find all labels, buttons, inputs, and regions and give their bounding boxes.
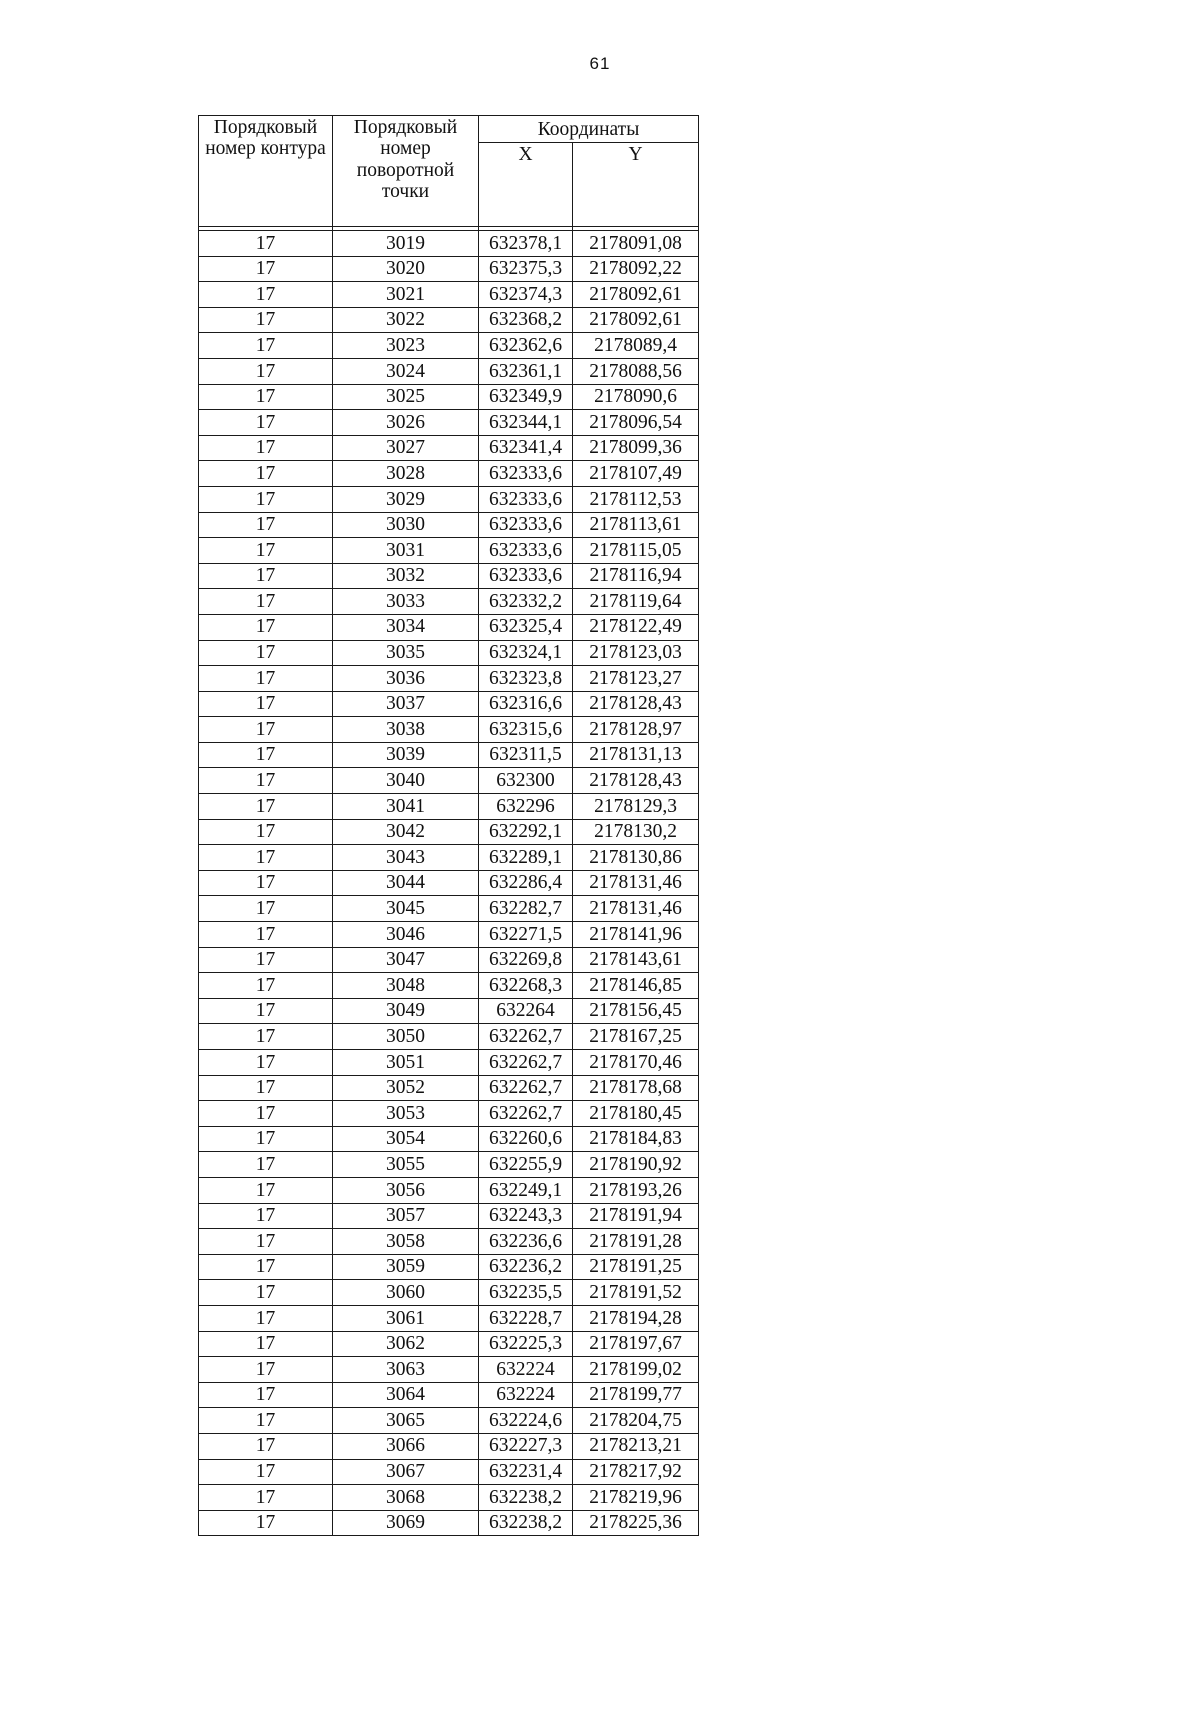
cell-point-number: 3026 [333,410,479,436]
cell-point-number: 3019 [333,231,479,257]
table-row [199,563,699,589]
table-row [199,666,699,692]
table-row [199,819,699,845]
cell-x: 632292,1 [479,819,573,845]
cell-y: 2178143,61 [573,947,699,973]
cell-y: 2178129,3 [573,794,699,820]
table-row [199,870,699,896]
cell-contour-number: 17 [199,231,333,257]
cell-contour-number: 17 [199,742,333,768]
table-row [199,384,699,410]
cell-y: 2178128,97 [573,717,699,743]
table-row [199,282,699,308]
cell-point-number: 3059 [333,1254,479,1280]
cell-point-number: 3067 [333,1459,479,1485]
cell-y: 2178178,68 [573,1075,699,1101]
table-row [199,461,699,487]
cell-contour-number: 17 [199,845,333,871]
cell-x: 632341,4 [479,435,573,461]
cell-x: 632344,1 [479,410,573,436]
cell-x: 632224 [479,1382,573,1408]
cell-point-number: 3030 [333,512,479,538]
cell-x: 632231,4 [479,1459,573,1485]
cell-point-number: 3065 [333,1408,479,1434]
cell-y: 2178119,64 [573,589,699,615]
cell-y: 2178128,43 [573,691,699,717]
table-row [199,410,699,436]
cell-point-number: 3025 [333,384,479,410]
cell-x: 632236,6 [479,1229,573,1255]
table-row [199,896,699,922]
cell-y: 2178194,28 [573,1305,699,1331]
cell-point-number: 3037 [333,691,479,717]
cell-y: 2178191,94 [573,1203,699,1229]
cell-contour-number: 17 [199,666,333,692]
cell-point-number: 3064 [333,1382,479,1408]
cell-contour-number: 17 [199,1254,333,1280]
table-row [199,1280,699,1306]
cell-contour-number: 17 [199,717,333,743]
cell-contour-number: 17 [199,1459,333,1485]
table-row [199,1485,699,1511]
cell-x: 632349,9 [479,384,573,410]
cell-x: 632333,6 [479,461,573,487]
table-row [199,333,699,359]
cell-contour-number: 17 [199,1382,333,1408]
table-row [199,1433,699,1459]
cell-contour-number: 17 [199,1126,333,1152]
table-row [199,538,699,564]
cell-contour-number: 17 [199,947,333,973]
cell-point-number: 3069 [333,1510,479,1536]
cell-contour-number: 17 [199,333,333,359]
cell-x: 632255,9 [479,1152,573,1178]
cell-y: 2178197,67 [573,1331,699,1357]
cell-y: 2178199,77 [573,1382,699,1408]
cell-x: 632324,1 [479,640,573,666]
cell-y: 2178131,13 [573,742,699,768]
table-row [199,845,699,871]
cell-x: 632362,6 [479,333,573,359]
cell-x: 632374,3 [479,282,573,308]
cell-y: 2178167,25 [573,1024,699,1050]
table-row [199,1126,699,1152]
cell-y: 2178123,03 [573,640,699,666]
table-row [199,1510,699,1536]
cell-contour-number: 17 [199,614,333,640]
cell-x: 632332,2 [479,589,573,615]
cell-contour-number: 17 [199,282,333,308]
table-row [199,1305,699,1331]
cell-x: 632235,5 [479,1280,573,1306]
cell-x: 632243,3 [479,1203,573,1229]
cell-y: 2178180,45 [573,1101,699,1127]
cell-y: 2178130,86 [573,845,699,871]
cell-contour-number: 17 [199,1050,333,1076]
table-row [199,1357,699,1383]
cell-x: 632333,6 [479,563,573,589]
table-row [199,1024,699,1050]
cell-y: 2178213,21 [573,1433,699,1459]
cell-y: 2178099,36 [573,435,699,461]
cell-contour-number: 17 [199,691,333,717]
table-row [199,998,699,1024]
cell-contour-number: 17 [199,819,333,845]
cell-contour-number: 17 [199,1305,333,1331]
cell-point-number: 3032 [333,563,479,589]
cell-y: 2178225,36 [573,1510,699,1536]
table-row [199,1152,699,1178]
cell-point-number: 3058 [333,1229,479,1255]
cell-y: 2178141,96 [573,922,699,948]
cell-contour-number: 17 [199,1357,333,1383]
cell-y: 2178190,92 [573,1152,699,1178]
cell-point-number: 3043 [333,845,479,871]
cell-contour-number: 17 [199,998,333,1024]
table-row [199,717,699,743]
cell-contour-number: 17 [199,1510,333,1536]
cell-x: 632262,7 [479,1101,573,1127]
cell-y: 2178113,61 [573,512,699,538]
cell-contour-number: 17 [199,1177,333,1203]
cell-y: 2178092,61 [573,282,699,308]
cell-contour-number: 17 [199,973,333,999]
table-row [199,973,699,999]
cell-x: 632316,6 [479,691,573,717]
cell-contour-number: 17 [199,1101,333,1127]
cell-point-number: 3062 [333,1331,479,1357]
header-y: Y [573,143,699,227]
cell-point-number: 3024 [333,358,479,384]
table-row [199,512,699,538]
cell-point-number: 3027 [333,435,479,461]
cell-x: 632378,1 [479,231,573,257]
cell-x: 632333,6 [479,538,573,564]
cell-y: 2178092,22 [573,256,699,282]
table-row [199,794,699,820]
cell-y: 2178107,49 [573,461,699,487]
cell-y: 2178123,27 [573,666,699,692]
cell-point-number: 3020 [333,256,479,282]
cell-contour-number: 17 [199,538,333,564]
cell-contour-number: 17 [199,922,333,948]
cell-point-number: 3044 [333,870,479,896]
header-coordinates: Координаты [479,116,699,143]
cell-point-number: 3056 [333,1177,479,1203]
cell-y: 2178199,02 [573,1357,699,1383]
cell-x: 632225,3 [479,1331,573,1357]
cell-point-number: 3060 [333,1280,479,1306]
cell-point-number: 3036 [333,666,479,692]
table-row [199,1050,699,1076]
cell-x: 632262,7 [479,1075,573,1101]
cell-contour-number: 17 [199,1485,333,1511]
table-row [199,691,699,717]
table-row [199,947,699,973]
cell-x: 632333,6 [479,512,573,538]
cell-contour-number: 17 [199,512,333,538]
cell-point-number: 3031 [333,538,479,564]
table-row [199,1408,699,1434]
header-point-number: Порядковый номер поворотной точки [333,116,479,227]
table-row [199,358,699,384]
cell-contour-number: 17 [199,1433,333,1459]
cell-point-number: 3053 [333,1101,479,1127]
cell-y: 2178204,75 [573,1408,699,1434]
cell-y: 2178217,92 [573,1459,699,1485]
cell-contour-number: 17 [199,1408,333,1434]
cell-y: 2178112,53 [573,486,699,512]
table-row [199,1254,699,1280]
cell-x: 632228,7 [479,1305,573,1331]
cell-x: 632269,8 [479,947,573,973]
cell-point-number: 3033 [333,589,479,615]
cell-x: 632268,3 [479,973,573,999]
cell-x: 632224 [479,1357,573,1383]
cell-point-number: 3047 [333,947,479,973]
cell-x: 632300 [479,768,573,794]
cell-x: 632333,6 [479,486,573,512]
cell-y: 2178122,49 [573,614,699,640]
cell-x: 632282,7 [479,896,573,922]
cell-y: 2178170,46 [573,1050,699,1076]
cell-contour-number: 17 [199,768,333,794]
cell-x: 632238,2 [479,1485,573,1511]
cell-point-number: 3038 [333,717,479,743]
table-row [199,307,699,333]
cell-y: 2178116,94 [573,563,699,589]
cell-point-number: 3023 [333,333,479,359]
cell-y: 2178191,52 [573,1280,699,1306]
cell-point-number: 3048 [333,973,479,999]
cell-point-number: 3028 [333,461,479,487]
cell-y: 2178096,54 [573,410,699,436]
cell-y: 2178219,96 [573,1485,699,1511]
cell-x: 632249,1 [479,1177,573,1203]
table-row [199,231,699,257]
cell-contour-number: 17 [199,307,333,333]
cell-x: 632224,6 [479,1408,573,1434]
cell-contour-number: 17 [199,256,333,282]
cell-x: 632296 [479,794,573,820]
cell-y: 2178131,46 [573,896,699,922]
table-row [199,435,699,461]
cell-y: 2178089,4 [573,333,699,359]
table-row [199,922,699,948]
cell-contour-number: 17 [199,870,333,896]
cell-point-number: 3040 [333,768,479,794]
table-row [199,614,699,640]
cell-contour-number: 17 [199,1229,333,1255]
table-row [199,768,699,794]
cell-point-number: 3046 [333,922,479,948]
cell-contour-number: 17 [199,589,333,615]
table-row [199,1203,699,1229]
cell-x: 632271,5 [479,922,573,948]
table-row [199,640,699,666]
cell-y: 2178088,56 [573,358,699,384]
cell-x: 632311,5 [479,742,573,768]
cell-contour-number: 17 [199,1203,333,1229]
cell-y: 2178191,28 [573,1229,699,1255]
cell-point-number: 3029 [333,486,479,512]
cell-x: 632238,2 [479,1510,573,1536]
table-row [199,1229,699,1255]
table-body [199,231,699,1536]
cell-y: 2178128,43 [573,768,699,794]
table-row [199,1382,699,1408]
cell-contour-number: 17 [199,896,333,922]
cell-y: 2178091,08 [573,231,699,257]
cell-x: 632260,6 [479,1126,573,1152]
cell-y: 2178115,05 [573,538,699,564]
cell-point-number: 3021 [333,282,479,308]
cell-y: 2178193,26 [573,1177,699,1203]
cell-contour-number: 17 [199,461,333,487]
table-row [199,589,699,615]
table-row [199,1101,699,1127]
cell-contour-number: 17 [199,486,333,512]
cell-contour-number: 17 [199,435,333,461]
cell-y: 2178092,61 [573,307,699,333]
header-x: X [479,143,573,227]
table-row [199,486,699,512]
cell-point-number: 3061 [333,1305,479,1331]
table-row [199,1331,699,1357]
cell-contour-number: 17 [199,410,333,436]
cell-point-number: 3045 [333,896,479,922]
cell-x: 632227,3 [479,1433,573,1459]
table-header [199,116,699,231]
cell-point-number: 3042 [333,819,479,845]
table-row [199,1075,699,1101]
cell-contour-number: 17 [199,1331,333,1357]
cell-y: 2178130,2 [573,819,699,845]
cell-point-number: 3050 [333,1024,479,1050]
header-contour-number: Порядковый номер контура [199,116,333,227]
cell-contour-number: 17 [199,1075,333,1101]
table-row [199,256,699,282]
cell-y: 2178146,85 [573,973,699,999]
cell-point-number: 3051 [333,1050,479,1076]
cell-x: 632323,8 [479,666,573,692]
cell-point-number: 3035 [333,640,479,666]
cell-point-number: 3049 [333,998,479,1024]
cell-contour-number: 17 [199,1152,333,1178]
cell-contour-number: 17 [199,1280,333,1306]
table-row [199,1459,699,1485]
page-number: 61 [589,54,611,73]
cell-contour-number: 17 [199,384,333,410]
cell-y: 2178131,46 [573,870,699,896]
cell-x: 632236,2 [479,1254,573,1280]
cell-point-number: 3063 [333,1357,479,1383]
cell-y: 2178156,45 [573,998,699,1024]
cell-y: 2178184,83 [573,1126,699,1152]
cell-y: 2178191,25 [573,1254,699,1280]
cell-x: 632262,7 [479,1024,573,1050]
cell-point-number: 3055 [333,1152,479,1178]
cell-x: 632368,2 [479,307,573,333]
cell-x: 632262,7 [479,1050,573,1076]
cell-point-number: 3041 [333,794,479,820]
cell-point-number: 3022 [333,307,479,333]
cell-contour-number: 17 [199,794,333,820]
cell-point-number: 3052 [333,1075,479,1101]
cell-point-number: 3066 [333,1433,479,1459]
cell-contour-number: 17 [199,358,333,384]
cell-point-number: 3054 [333,1126,479,1152]
cell-point-number: 3034 [333,614,479,640]
cell-x: 632325,4 [479,614,573,640]
cell-x: 632315,6 [479,717,573,743]
cell-x: 632286,4 [479,870,573,896]
table-row [199,742,699,768]
cell-y: 2178090,6 [573,384,699,410]
cell-contour-number: 17 [199,640,333,666]
cell-x: 632264 [479,998,573,1024]
cell-x: 632375,3 [479,256,573,282]
cell-contour-number: 17 [199,563,333,589]
cell-point-number: 3057 [333,1203,479,1229]
cell-x: 632361,1 [479,358,573,384]
coordinates-table [198,115,699,1536]
cell-point-number: 3039 [333,742,479,768]
cell-x: 632289,1 [479,845,573,871]
table-row [199,1177,699,1203]
cell-contour-number: 17 [199,1024,333,1050]
cell-point-number: 3068 [333,1485,479,1511]
